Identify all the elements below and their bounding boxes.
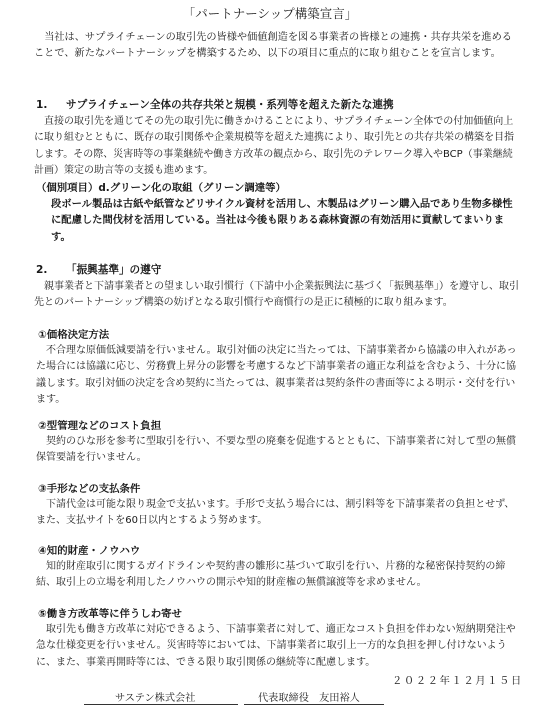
item-3-heading: ③手形などの支払条件 bbox=[38, 483, 141, 495]
section-2-body: 親事業者と下請事業者との望ましい取引慣行（下請中小企業振興法に基づく「振興基準」）を遵守し、取引先とのパートナーシップ構築の妨げとなる取引慣行や商慣行の是正に積極的に取り組みます。 bbox=[34, 281, 519, 309]
item-1-body: 不合理な原価低減要請を行いません。取引対価の決定に当たっては、下請事業者から協議の申入れがあった場合には協議に応じ、労務費上昇分の影響を考慮するなど下請事業者の適正な利益を含むよう、十分に協議します。取引対価の決定を含め契約に当たっては、親事業者は契約条件の書面等による明示・交付を行います。 bbox=[36, 345, 517, 405]
document-title: 「パートナーシップ構築宣言」 bbox=[182, 6, 358, 21]
section-1-number: 1. bbox=[36, 99, 48, 111]
section-2-number: 2. bbox=[36, 264, 48, 276]
representative-name: 代表取締役 友田裕人 bbox=[258, 693, 360, 704]
item-4-heading: ④知的財産・ノウハウ bbox=[38, 545, 141, 557]
section-1-body: 直接の取引先を通じてその先の取引先に働きかけることにより、サプライチェーン全体での付加価値向上に取り組むとともに、既存の取引関係や企業規模等を超えた連携により、取引先との共存共栄の構築を目指します。その際、災害時等の事業継続や働き方改革の観点から、取引先のテレワーク導入やBCP（事業継続計画）策定の助言等の支援も進めます。 bbox=[34, 116, 514, 176]
item-2-heading: ②型管理などのコスト負担 bbox=[38, 420, 162, 432]
declaration-date: ２０２２年１２月１５日 bbox=[392, 675, 523, 687]
section-2-title: 「振興基準」の遵守 bbox=[66, 264, 162, 276]
company-name: サステン株式会社 bbox=[115, 693, 196, 704]
item-4-body: 知的財産取引に関するガイドラインや契約書の雛形に基づいて取引を行い、片務的な秘密保持契約の締結、取引上の立場を利用したノウハウの開示や知的財産権の無償譲渡等を求めません。 bbox=[36, 561, 506, 589]
item-2-body: 契約のひな形を参考に型取引を行い、不要な型の廃棄を促進するとともに、下請事業者に対して型の無償保管要請を行いません。 bbox=[36, 436, 516, 464]
section-2-heading bbox=[36, 262, 161, 278]
representative-underline bbox=[244, 704, 384, 705]
company-underline bbox=[84, 704, 238, 705]
item-1-heading: ①価格決定方法 bbox=[38, 329, 110, 341]
individual-item-body: 段ボール製品は古紙や紙管などリサイクル資材を活用し、木製品はグリーン購入品であり生物多様性に配慮した間伐材を活用している。当社は今後も限りある森林資源の有効活用に貢献してまいります。 bbox=[51, 198, 513, 243]
individual-item-heading: （個別項目）d.グリーン化の取組（グリーン調達等） bbox=[36, 182, 286, 194]
section-1-title: サプライチェーン全体の共存共栄と規模・系列等を超えた新たな連携 bbox=[66, 99, 394, 111]
intro-paragraph: 当社は、サプライチェーンの取引先の皆様や価値創造を図る事業者の皆様との連携・共存共栄を進めることで、新たなパートナーシップを構築するため、以下の項目に重点的に取り組むことを宣言します。 bbox=[34, 32, 512, 60]
item-5-body: 取引先も働き方改革に対応できるよう、下請事業者に対して、適正なコスト負担を伴わない短納期発注や急な仕様変更を行いません。災害時等においては、下請事業者に取引上一方的な負担を押し付けないように、また、事業再開時等には、できる限り取引関係の継続等に配慮します。 bbox=[36, 624, 516, 668]
section-1-heading bbox=[36, 97, 394, 113]
item-3-body: 下請代金は可能な限り現金で支払います。手形で支払う場合には、割引料等を下請事業者の負担とせず、また、支払サイトを60日以内とするよう努めます。 bbox=[36, 499, 515, 527]
item-5-heading: ⑤働き方改革等に伴うしわ寄せ bbox=[38, 608, 182, 620]
